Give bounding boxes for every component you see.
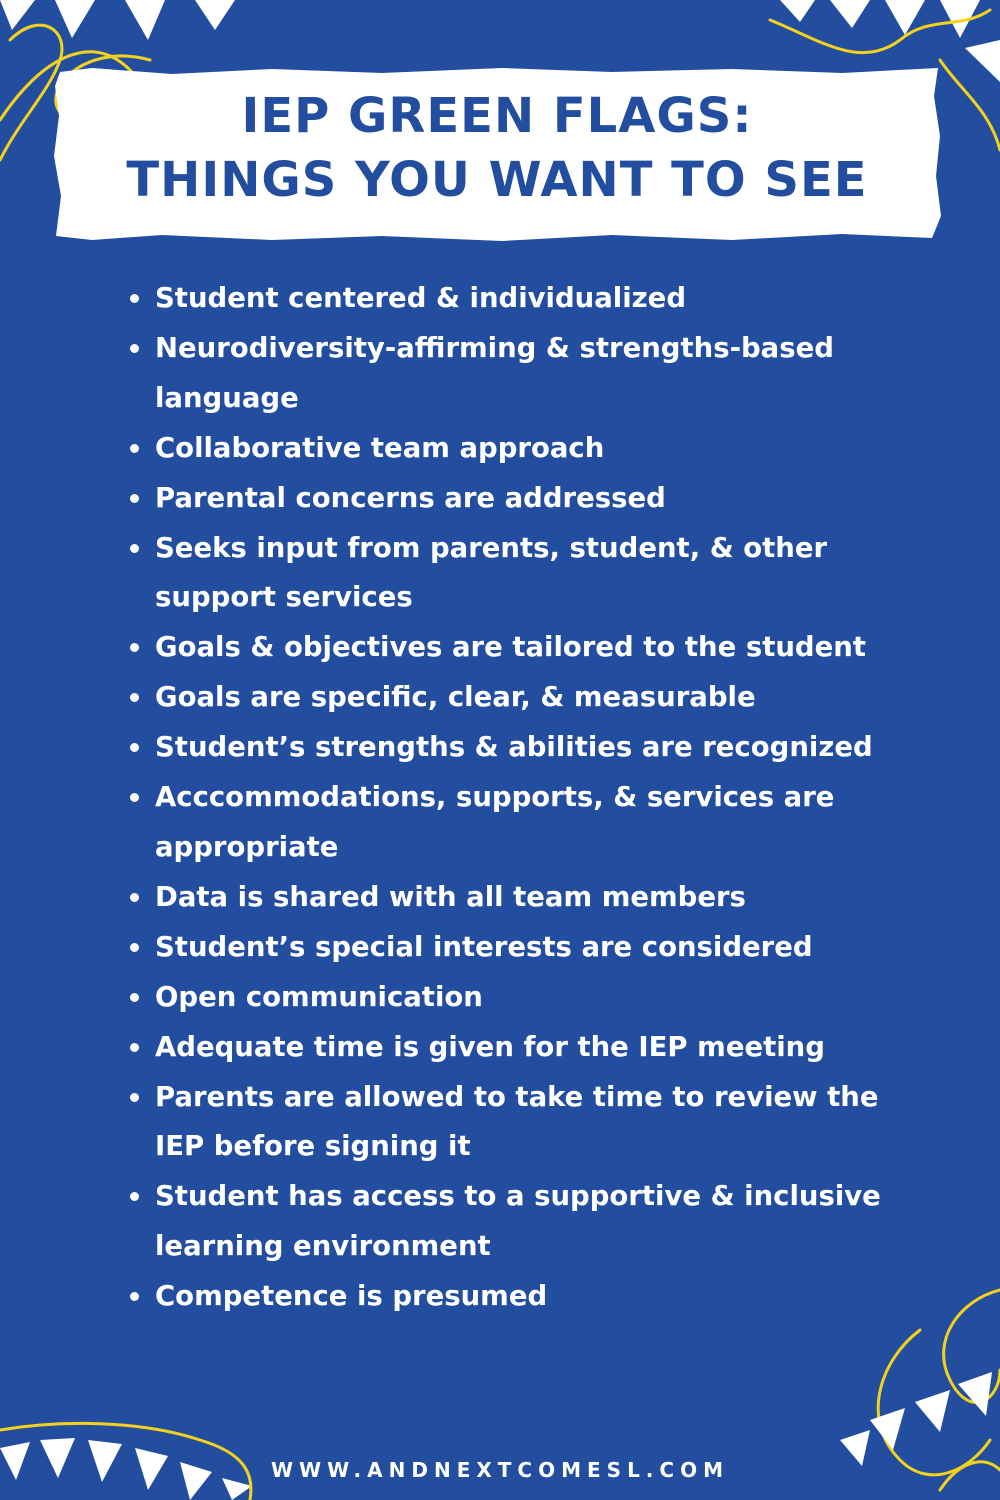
list-item: Collaborative team approach — [128, 424, 908, 474]
title-line-1: IEP GREEN FLAGS: — [241, 88, 753, 144]
list-item: Student’s strengths & abilities are recognized — [128, 723, 908, 773]
list-item: Goals & objectives are tailored to the student — [128, 623, 908, 673]
bunting-top-left — [0, 0, 235, 40]
footer-url: WWW.ANDNEXTCOMESL.COM — [270, 1458, 729, 1482]
green-flags-list — [128, 274, 908, 1322]
list-item: Open communication — [128, 973, 908, 1023]
list-item: Seeks input from parents, student, & other support services — [128, 524, 908, 624]
title-line-2: THINGS YOU WANT TO SEE — [126, 152, 868, 208]
title-banner — [52, 66, 942, 242]
list-item: Parents are allowed to take time to review the IEP before signing it — [128, 1073, 908, 1173]
list-item: Adequate time is given for the IEP meeting — [128, 1023, 908, 1073]
list-item: Student has access to a supportive & inclusive learning environment — [128, 1172, 908, 1272]
list-item: Acccommodations, supports, & services are appropriate — [128, 773, 908, 873]
list-item: Data is shared with all team members — [128, 873, 908, 923]
list-item: Competence is presumed — [128, 1272, 908, 1322]
list-item: Neurodiversity-affirming & strengths-based language — [128, 324, 908, 424]
bunting-bottom-right — [840, 1372, 992, 1466]
list-item: Goals are specific, clear, & measurable — [128, 673, 908, 723]
list-item: Student centered & individualized — [128, 274, 908, 324]
page-title — [52, 84, 942, 212]
list-item: Student’s special interests are considered — [128, 923, 908, 973]
list-item: Parental concerns are addressed — [128, 474, 908, 524]
